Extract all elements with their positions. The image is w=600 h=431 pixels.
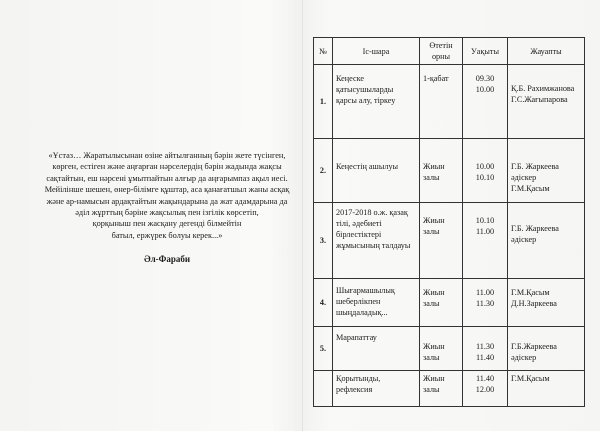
row-time-start: 11.00 bbox=[475, 288, 495, 297]
row-time-end: 12.00 bbox=[475, 385, 495, 394]
row-location: Жиын залы bbox=[420, 203, 463, 279]
row-activity: Марапаттау bbox=[333, 327, 420, 371]
row-responsible: әдіскер bbox=[511, 353, 537, 362]
row-responsible: Г.Б.Жаркеева bbox=[511, 342, 557, 351]
quote-line: қорқыныш пен жасқану дегенді білмейтін bbox=[92, 219, 242, 229]
quote-author: Әл-Фараби bbox=[143, 254, 191, 264]
row-time-start: 11.40 bbox=[475, 374, 495, 383]
row-location: Жиын залы bbox=[420, 279, 463, 327]
row-responsible: әдіскер bbox=[511, 235, 537, 244]
header-responsible: Жауапты bbox=[508, 38, 585, 65]
row-time-start: 11.30 bbox=[475, 342, 495, 351]
row-activity: 2017-2018 о.ж. қазақ тілі, әдебиеті бірлестіктері жұмысының талдауы bbox=[333, 203, 420, 279]
header-location: Өтетін орны bbox=[420, 38, 463, 65]
row-responsible: Г.М.Қасым bbox=[511, 184, 550, 193]
quote-line: әділ жұрттың бәріне жақсылық пен ізгілік көрсетіп, bbox=[75, 208, 259, 218]
row-number: 3. bbox=[314, 203, 333, 279]
table-row bbox=[314, 279, 585, 327]
row-time-start: 10.10 bbox=[475, 216, 495, 225]
row-time-end: 11.00 bbox=[475, 227, 495, 236]
row-activity: Кеңестің ашылуы bbox=[333, 139, 420, 203]
row-activity: Қорытынды, рефлексия bbox=[333, 371, 420, 407]
header-time: Уақыты bbox=[463, 38, 508, 65]
row-location: 1-қабат bbox=[420, 65, 463, 139]
row-responsible: Г.Б. Жаркеева bbox=[511, 224, 559, 233]
row-number: 2. bbox=[314, 139, 333, 203]
row-responsible: Г.Б. Жаркеева bbox=[511, 162, 559, 171]
quote-line: «Ұстаз… Жаратылысынан өзіне айтылғанның бәрін жете түсінген, bbox=[48, 151, 286, 160]
row-number: 5. bbox=[314, 327, 333, 371]
row-responsible: Г.С.Жағыпарова bbox=[511, 95, 568, 104]
schedule-table bbox=[313, 37, 585, 407]
row-time-end: 11.30 bbox=[475, 299, 495, 308]
row-location: Жиын залы bbox=[420, 327, 463, 371]
table-header-row bbox=[314, 38, 585, 65]
quote-line: сақтайтын, еш нәрсені ұмытпайтын алғыр да аңғарымпаз ақыл иесі. bbox=[46, 173, 288, 183]
quote-line: және ар-намысын ардақтайтын жақындарына да жат адамдарына да bbox=[46, 196, 288, 206]
row-location: Жиын залы bbox=[420, 139, 463, 203]
table-row bbox=[314, 139, 585, 203]
row-time-start: 09.30 bbox=[475, 74, 495, 83]
row-responsible: Г.М.Қасым bbox=[511, 288, 550, 297]
row-time-end: 11.40 bbox=[475, 353, 495, 362]
table-row bbox=[314, 65, 585, 139]
row-responsible: Қ.Б. Рахимжанова bbox=[511, 84, 575, 93]
row-number: 1. bbox=[314, 65, 333, 139]
quote-block bbox=[36, 150, 298, 241]
quote-line: Мейілінше шешен, өнер-білімге құштар, аса қанағатшыл жаны асқақ bbox=[44, 185, 290, 195]
row-activity: Кеңеске қатысушыларды қарсы алу, тіркеу bbox=[333, 65, 420, 139]
table-row bbox=[314, 371, 585, 407]
row-time-start: 10.00 bbox=[475, 162, 495, 171]
quote-line: көрген, естіген және аңғарған нәрселердің бәрін жадында жақсы bbox=[52, 162, 282, 172]
row-responsible: әдіскер bbox=[511, 173, 537, 182]
row-responsible: Г.М.Қасым bbox=[511, 374, 550, 383]
row-number bbox=[314, 371, 333, 407]
row-number: 4. bbox=[314, 279, 333, 327]
quote-line: батыл, ержүрек болуы керек...» bbox=[111, 230, 223, 240]
row-responsible: Д.Н.Заркеева bbox=[511, 299, 557, 308]
row-time-end: 10.00 bbox=[475, 85, 495, 94]
table-row bbox=[314, 203, 585, 279]
page-fold bbox=[302, 0, 303, 431]
row-time-end: 10.10 bbox=[475, 173, 495, 182]
row-activity: Шығармашылық шеберлікпен шыңдаладық... bbox=[333, 279, 420, 327]
table-row bbox=[314, 327, 585, 371]
header-activity: Іс-шара bbox=[333, 38, 420, 65]
header-number: № bbox=[314, 38, 333, 65]
row-location: Жиын залы bbox=[420, 371, 463, 407]
